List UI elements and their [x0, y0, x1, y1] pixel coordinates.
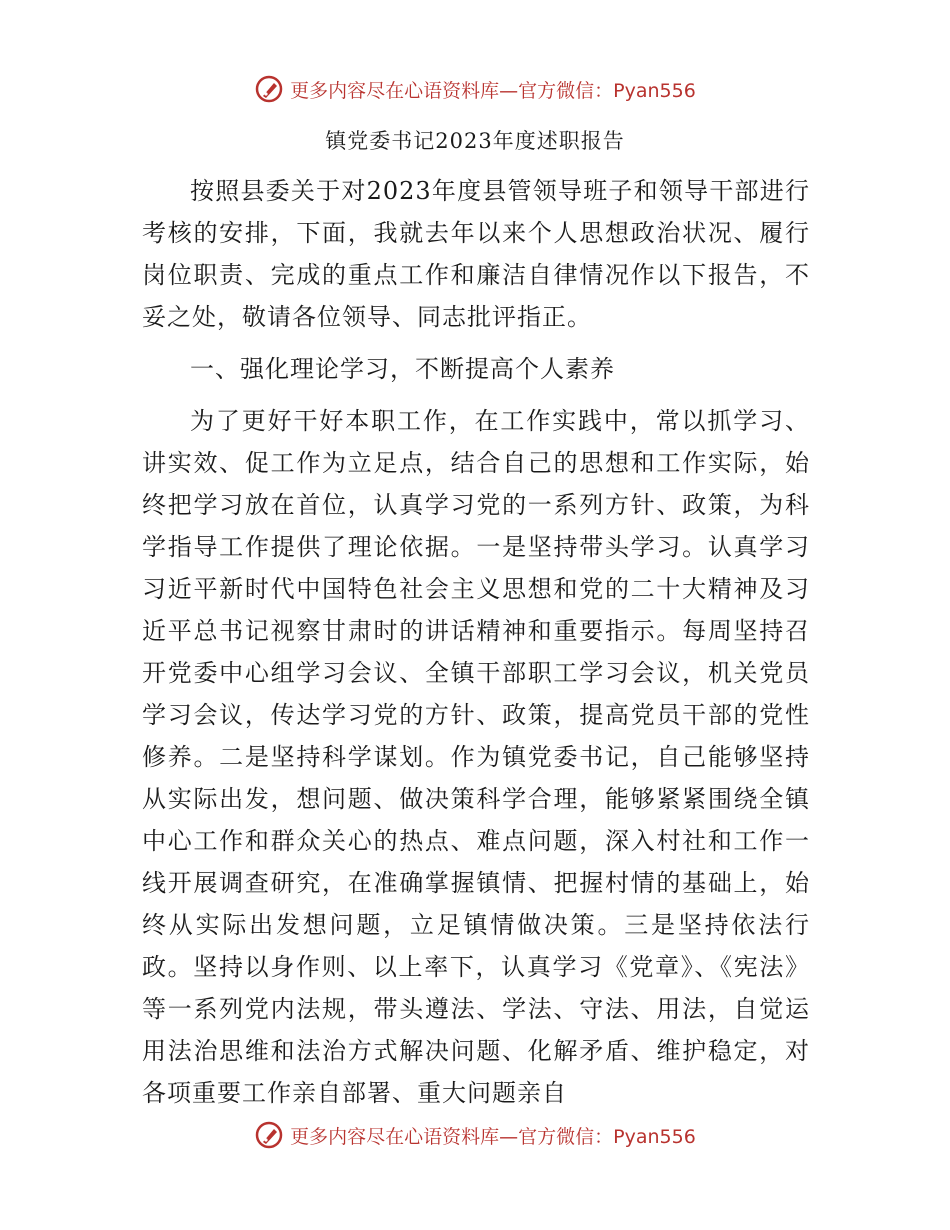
header-watermark — [0, 74, 950, 104]
paragraph-section-1: 为了更好干好本职工作，在工作实践中，常以抓学习、讲实效、促工作为立足点，结合自己的思想和工作实际，始终把学习放在首位，认真学习党的一系列方针、政策，为科学指导工作提供了理论依据。一是坚持带头学习。认真学习习近平新时代中国特色社会主义思想和党的二十大精神及习近平总书记视察甘肃时的讲话精神和重要指示。每周坚持召开党委中心组学习会议、全镇干部职工学习会议，机关党员学习会议，传达学习党的方针、政策，提高党员干部的党性修养。二是坚持科学谋划。作为镇党委书记，自己能够坚持从实际出发，想问题、做决策科学合理，能够紧紧围绕全镇中心工作和群众关心的热点、难点问题，深入村社和工作一线开展调查研究，在准确掌握镇情、把握村情的基础上，始终从实际出发想问题，立足镇情做决策。三是坚持依法行政。坚持以身作则、以上率下，认真学习《党章》、《宪法》等一系列党内法规，带头遵法、学法、守法、用法，自觉运用法治思维和法治方式解决问题、化解矛盾、维护稳定，对各项重要工作亲自部署、重大问题亲自 — [142, 407, 810, 1107]
footer-watermark — [0, 1120, 950, 1150]
watermark-text: 更多内容尽在心语资料库—官方微信：Pyan556 — [290, 1125, 696, 1148]
watermark-text: 更多内容尽在心语资料库—官方微信：Pyan556 — [290, 79, 696, 102]
paragraph-intro: 按照县委关于对2023年度县管领导班子和领导干部进行考核的安排，下面，我就去年以来个人思想政治状况、履行岗位职责、完成的重点工作和廉洁自律情况作以下报告，不妥之处，敬请各位领导、同志批评指正。 — [142, 177, 810, 331]
pen-nib-logo-icon — [254, 74, 284, 104]
section-heading-1: 一、强化理论学习，不断提高个人素养 — [190, 355, 615, 383]
document-body — [142, 170, 810, 1124]
document-title: 镇党委书记2023年度述职报告 — [325, 129, 625, 153]
pen-nib-logo-icon — [254, 1120, 284, 1150]
